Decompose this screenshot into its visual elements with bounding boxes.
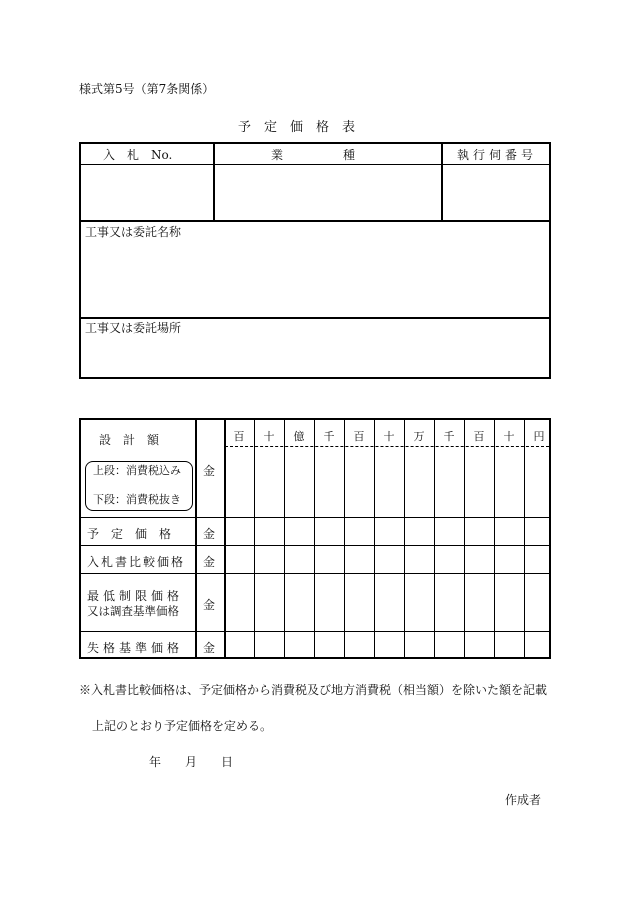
industry-field[interactable] — [216, 166, 439, 218]
planned-price-digits[interactable] — [226, 519, 549, 544]
design-kin: 金 — [202, 464, 215, 478]
bid-no-header: 入 札 No. — [103, 148, 173, 162]
design-amount-digits[interactable] — [226, 448, 549, 516]
design-amount-label: 設 計 額 — [99, 433, 160, 447]
bid-compare-price-kin: 金 — [202, 555, 215, 569]
exec-no-header: 執行伺番号 — [457, 148, 538, 162]
work-name-field[interactable] — [82, 240, 548, 315]
bid-no-field[interactable] — [82, 166, 211, 218]
author-label: 作成者 — [505, 793, 542, 807]
unit-hyaku: 百 — [473, 430, 485, 443]
info-table — [79, 142, 551, 379]
unit-sen-man: 千 — [323, 430, 335, 443]
unit-juu-man: 十 — [383, 430, 395, 443]
unit-man: 万 — [413, 430, 425, 443]
date-month-label: 月 — [185, 755, 198, 769]
unit-yen: 円 — [533, 430, 545, 443]
disqualify-price-kin: 金 — [202, 641, 215, 655]
unit-hyaku-man: 百 — [353, 430, 365, 443]
date-day-label: 日 — [221, 755, 234, 769]
planned-price-label: 予 定 価 格 — [87, 527, 172, 541]
unit-sen: 千 — [443, 430, 455, 443]
design-upper-label: 上段：消費税込み — [93, 464, 181, 477]
unit-juu-oku: 十 — [263, 430, 275, 443]
exec-no-field[interactable] — [444, 166, 549, 218]
work-name-label: 工事又は委託名称 — [85, 225, 182, 239]
bid-compare-price-label: 入札書比較価格 — [87, 555, 186, 569]
min-limit-price-digits[interactable] — [226, 575, 549, 630]
unit-oku: 億 — [293, 430, 305, 443]
date-year-label: 年 — [149, 755, 162, 769]
work-place-field[interactable] — [82, 336, 548, 376]
survey-base-price-label: 又は調査基準価格 — [87, 604, 179, 618]
price-table — [79, 418, 551, 659]
document-title: 予 定 価 格 表 — [238, 120, 356, 135]
work-place-label: 工事又は委託場所 — [85, 321, 182, 335]
form-number: 様式第5号（第7条関係） — [79, 82, 215, 96]
unit-juu: 十 — [503, 430, 515, 443]
disqualify-price-digits[interactable] — [226, 633, 549, 657]
bid-compare-price-digits[interactable] — [226, 547, 549, 572]
statement-text: 上記のとおり予定価格を定める。 — [92, 719, 273, 733]
note-text: ※入札書比較価格は、予定価格から消費税及び地方消費税（相当額）を除いた額を記載 — [79, 683, 548, 697]
planned-price-kin: 金 — [202, 527, 215, 541]
min-limit-price-kin: 金 — [202, 598, 215, 612]
design-lower-label: 下段：消費税抜き — [93, 493, 181, 506]
industry-header: 業 種 — [271, 148, 356, 162]
disqualify-price-label: 失格基準価格 — [87, 641, 184, 655]
min-limit-price-label: 最低制限価格 — [87, 589, 184, 603]
unit-hyaku-oku: 百 — [233, 430, 245, 443]
